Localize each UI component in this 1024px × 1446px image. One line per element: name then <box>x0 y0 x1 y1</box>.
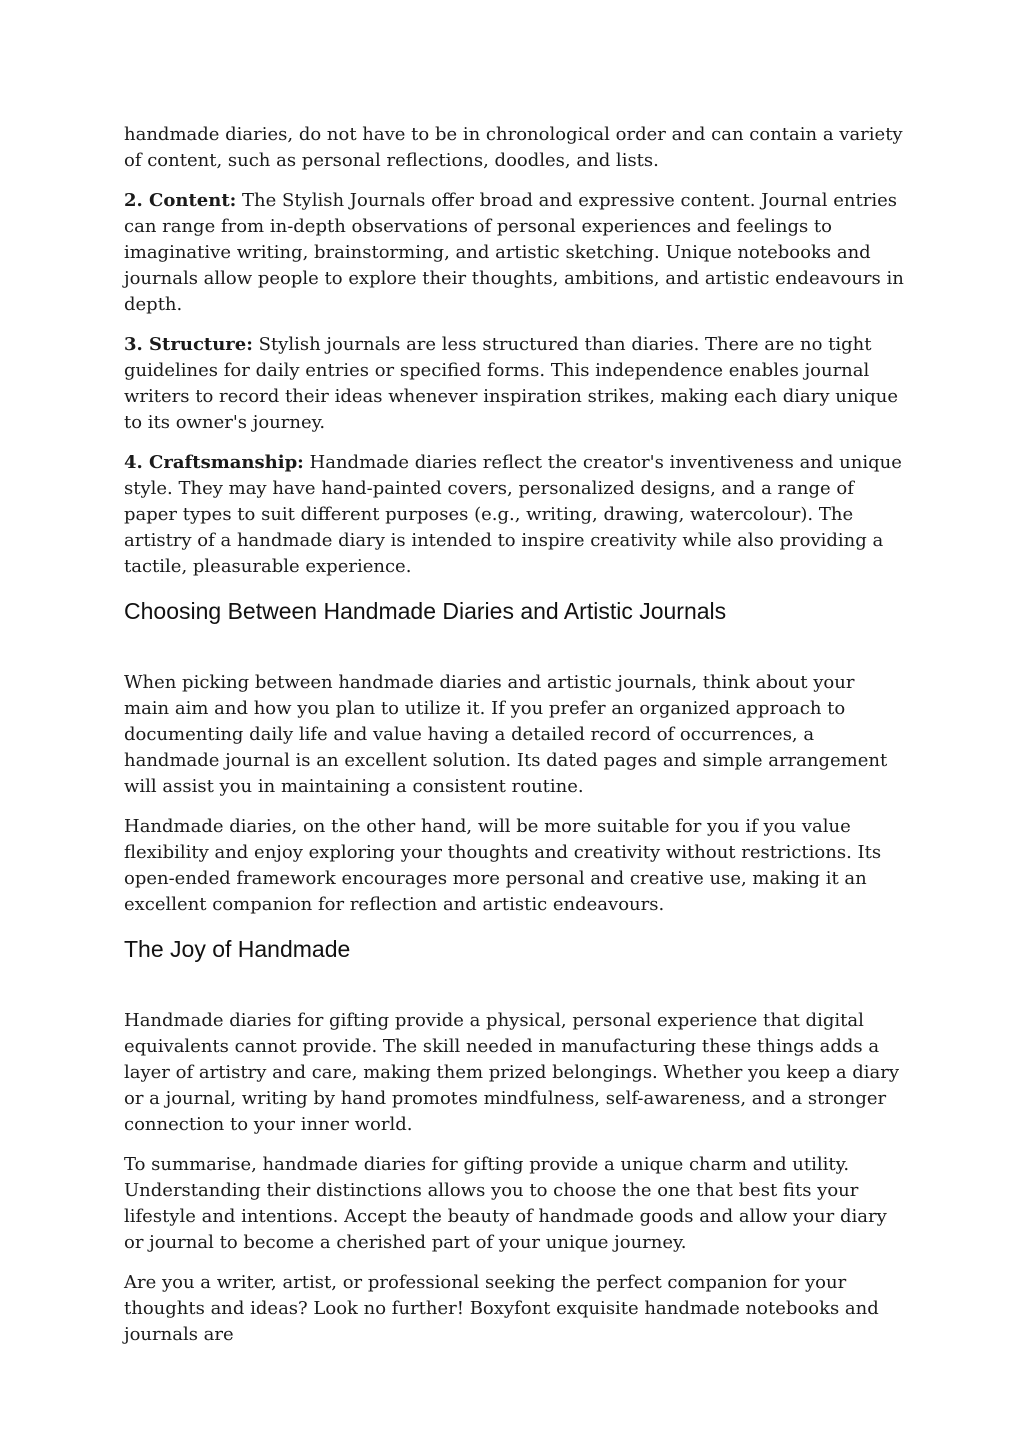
paragraph-label: 3. Structure: <box>124 334 253 355</box>
paragraph-craftsmanship <box>124 450 904 580</box>
paragraph-choosing-2: Handmade diaries, on the other hand, will be more suitable for you if you value flexibility and enjoy exploring your thoughts and creativity without restrictions. Its open-ended framework encourages more personal and creative use, making it an excellent companion for reflection and artistic endeavours. <box>124 816 882 915</box>
paragraph-joy-3: Are you a writer, artist, or professional seeking the perfect companion for your thoughts and ideas? Look no further! Boxyfont exquisite handmade notebooks and journals are <box>124 1272 879 1345</box>
paragraph-joy-2: To summarise, handmade diaries for gifting provide a unique charm and utility. Understanding their distinctions allows you to choose the one that best fits your lifestyle and intentions. Accept the beauty of handmade goods and allow your diary or journal to become a cherished part of your unique journey. <box>124 1154 887 1253</box>
paragraph-text: Handmade diaries reflect the creator's inventiveness and unique style. They may have hand-painted covers, personalized designs, and a range of paper types to suit different purposes (e.g., writing, drawing, watercolour). The artistry of a handmade diary is intended to inspire creativity while also providing a tactile, pleasurable experience. <box>124 452 902 577</box>
paragraph-structure <box>124 332 904 436</box>
paragraph-text: The Stylish Journals offer broad and expressive content. Journal entries can range from in-depth observations of personal experiences and feelings to imaginative writing, brainstorming, and artistic sketching. Unique notebooks and journals allow people to explore their thoughts, ambitions, and artistic endeavours in depth. <box>124 190 904 315</box>
document-body <box>124 122 904 1362</box>
paragraph-joy-1: Handmade diaries for gifting provide a physical, personal experience that digital equivalents cannot provide. The skill needed in manufacturing these things adds a layer of artistry and care, making them prized belongings. Whether you keep a diary or a journal, writing by hand promotes mindfulness, self-awareness, and a stronger connection to your inner world. <box>124 1010 900 1135</box>
paragraph-label: 2. Content: <box>124 190 237 211</box>
paragraph-intro <box>124 122 904 174</box>
paragraph-label: 4. Craftsmanship: <box>124 452 304 473</box>
paragraph-text: handmade diaries, do not have to be in chronological order and can contain a variety of content, such as personal reflections, doodles, and lists. <box>124 124 903 171</box>
paragraph-content <box>124 188 904 318</box>
heading-choosing: Choosing Between Handmade Diaries and Artistic Journals <box>124 598 727 624</box>
heading-joy: The Joy of Handmade <box>124 936 351 962</box>
paragraph-text: Stylish journals are less structured than diaries. There are no tight guidelines for daily entries or specified forms. This independence enables journal writers to record their ideas whenever inspiration strikes, making each diary unique to its owner's journey. <box>124 334 898 433</box>
paragraph-choosing-1: When picking between handmade diaries and artistic journals, think about your main aim and how you plan to utilize it. If you prefer an organized approach to documenting daily life and value having a detailed record of occurrences, a handmade journal is an excellent solution. Its dated pages and simple arrangement will assist you in maintaining a consistent routine. <box>124 672 888 797</box>
